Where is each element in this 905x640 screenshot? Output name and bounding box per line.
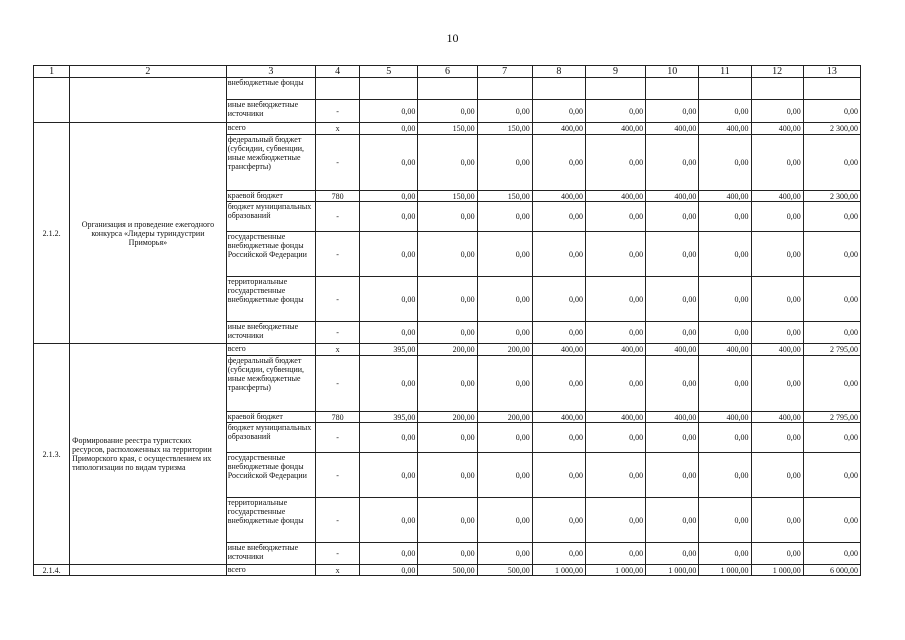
- amount-cell: 0,00: [699, 100, 751, 123]
- amount-cell: 200,00: [477, 344, 532, 356]
- funding-source: краевой бюджет: [226, 412, 315, 423]
- amount-cell: 0,00: [803, 543, 860, 565]
- funding-source: государственные внебюджетные фонды Российской Федерации: [226, 453, 315, 498]
- amount-cell: 0,00: [532, 232, 585, 277]
- amount-cell: 0,00: [751, 453, 803, 498]
- budget-code: х: [316, 565, 360, 576]
- amount-cell: 400,00: [646, 412, 699, 423]
- amount-cell: 0,00: [532, 100, 585, 123]
- amount-cell: 0,00: [751, 135, 803, 191]
- amount-cell: 6 000,00: [803, 565, 860, 576]
- amount-cell: 400,00: [699, 412, 751, 423]
- funding-source: иные внебюджетные источники: [226, 100, 315, 123]
- amount-cell: 400,00: [532, 191, 585, 202]
- amount-cell: 400,00: [646, 191, 699, 202]
- amount-cell: 0,00: [532, 423, 585, 453]
- amount-cell: 0,00: [360, 322, 418, 344]
- amount-cell: 0,00: [477, 277, 532, 322]
- budget-code: -: [316, 453, 360, 498]
- amount-cell: 0,00: [360, 100, 418, 123]
- funding-source: территориальные государственные внебюджетные фонды: [226, 498, 315, 543]
- item-title: Формирование реестра туристских ресурсов, расположенных на территории Приморского края, с осуществлением их типологизации по видам туризма: [70, 344, 227, 565]
- amount-cell: 400,00: [699, 123, 751, 135]
- amount-cell: 0,00: [585, 135, 645, 191]
- budget-code: -: [316, 543, 360, 565]
- funding-source: всего: [226, 344, 315, 356]
- amount-cell: 1 000,00: [751, 565, 803, 576]
- budget-code: -: [316, 356, 360, 412]
- amount-cell: [360, 78, 418, 100]
- amount-cell: 400,00: [585, 344, 645, 356]
- amount-cell: 0,00: [646, 453, 699, 498]
- header-cell: 9: [585, 66, 645, 78]
- amount-cell: 0,00: [646, 202, 699, 232]
- amount-cell: 0,00: [360, 232, 418, 277]
- amount-cell: 0,00: [477, 423, 532, 453]
- amount-cell: 2 300,00: [803, 191, 860, 202]
- funding-source: иные внебюджетные источники: [226, 322, 315, 344]
- amount-cell: 0,00: [477, 202, 532, 232]
- amount-cell: 2 300,00: [803, 123, 860, 135]
- amount-cell: 0,00: [532, 322, 585, 344]
- amount-cell: 0,00: [585, 277, 645, 322]
- amount-cell: 0,00: [360, 423, 418, 453]
- amount-cell: 0,00: [418, 543, 477, 565]
- amount-cell: 200,00: [477, 412, 532, 423]
- amount-cell: 0,00: [585, 498, 645, 543]
- amount-cell: 0,00: [751, 356, 803, 412]
- amount-cell: 0,00: [699, 356, 751, 412]
- amount-cell: 0,00: [803, 423, 860, 453]
- amount-cell: 0,00: [532, 498, 585, 543]
- amount-cell: 400,00: [646, 344, 699, 356]
- amount-cell: 0,00: [418, 232, 477, 277]
- amount-cell: 0,00: [646, 543, 699, 565]
- amount-cell: 1 000,00: [532, 565, 585, 576]
- amount-cell: 0,00: [477, 453, 532, 498]
- header-cell: 1: [34, 66, 70, 78]
- funding-source: всего: [226, 565, 315, 576]
- funding-source: всего: [226, 123, 315, 135]
- amount-cell: 150,00: [418, 191, 477, 202]
- amount-cell: 0,00: [532, 135, 585, 191]
- budget-code: -: [316, 277, 360, 322]
- amount-cell: 0,00: [360, 498, 418, 543]
- amount-cell: 0,00: [803, 356, 860, 412]
- amount-cell: 0,00: [751, 322, 803, 344]
- amount-cell: 1 000,00: [646, 565, 699, 576]
- amount-cell: 200,00: [418, 412, 477, 423]
- amount-cell: 0,00: [532, 277, 585, 322]
- amount-cell: 0,00: [803, 498, 860, 543]
- header-cell: 8: [532, 66, 585, 78]
- amount-cell: 0,00: [699, 543, 751, 565]
- amount-cell: 0,00: [360, 202, 418, 232]
- item-code: 2.1.3.: [34, 344, 70, 565]
- amount-cell: 0,00: [699, 202, 751, 232]
- amount-cell: 0,00: [699, 423, 751, 453]
- amount-cell: 400,00: [699, 344, 751, 356]
- amount-cell: 0,00: [646, 498, 699, 543]
- amount-cell: 0,00: [751, 202, 803, 232]
- budget-table: [33, 65, 861, 576]
- budget-code: -: [316, 135, 360, 191]
- amount-cell: 0,00: [418, 202, 477, 232]
- budget-code: -: [316, 202, 360, 232]
- header-cell: 4: [316, 66, 360, 78]
- header-cell: 13: [803, 66, 860, 78]
- amount-cell: [585, 78, 645, 100]
- amount-cell: 400,00: [532, 344, 585, 356]
- amount-cell: 0,00: [360, 543, 418, 565]
- header-cell: 11: [699, 66, 751, 78]
- header-cell: 7: [477, 66, 532, 78]
- funding-source: краевой бюджет: [226, 191, 315, 202]
- amount-cell: 0,00: [646, 232, 699, 277]
- amount-cell: 0,00: [646, 135, 699, 191]
- budget-code: -: [316, 423, 360, 453]
- amount-cell: 0,00: [360, 191, 418, 202]
- amount-cell: 0,00: [585, 202, 645, 232]
- table-row: [34, 78, 861, 100]
- amount-cell: 400,00: [585, 191, 645, 202]
- header-cell: 3: [226, 66, 315, 78]
- amount-cell: 0,00: [418, 453, 477, 498]
- amount-cell: [751, 78, 803, 100]
- amount-cell: 400,00: [751, 191, 803, 202]
- amount-cell: 0,00: [418, 322, 477, 344]
- item-title: Организация и проведение ежегодного конкурса «Лидеры туриндустрии Приморья»: [70, 123, 227, 344]
- budget-code: 780: [316, 412, 360, 423]
- amount-cell: 0,00: [477, 356, 532, 412]
- header-cell: 12: [751, 66, 803, 78]
- amount-cell: 0,00: [803, 232, 860, 277]
- table-row: [34, 344, 861, 356]
- budget-code: 780: [316, 191, 360, 202]
- amount-cell: 0,00: [585, 356, 645, 412]
- amount-cell: 0,00: [360, 565, 418, 576]
- amount-cell: 400,00: [751, 344, 803, 356]
- amount-cell: 400,00: [585, 123, 645, 135]
- amount-cell: 2 795,00: [803, 344, 860, 356]
- amount-cell: 0,00: [585, 100, 645, 123]
- amount-cell: 400,00: [532, 412, 585, 423]
- amount-cell: 0,00: [477, 135, 532, 191]
- amount-cell: 150,00: [477, 123, 532, 135]
- amount-cell: 0,00: [751, 232, 803, 277]
- amount-cell: 400,00: [699, 191, 751, 202]
- amount-cell: 0,00: [646, 100, 699, 123]
- amount-cell: 0,00: [532, 356, 585, 412]
- amount-cell: 400,00: [751, 412, 803, 423]
- amount-cell: [803, 78, 860, 100]
- amount-cell: 0,00: [699, 135, 751, 191]
- amount-cell: 0,00: [585, 322, 645, 344]
- funding-source: государственные внебюджетные фонды Российской Федерации: [226, 232, 315, 277]
- amount-cell: 1 000,00: [585, 565, 645, 576]
- amount-cell: 0,00: [585, 453, 645, 498]
- funding-source: внебюджетные фонды: [226, 78, 315, 100]
- amount-cell: 0,00: [418, 498, 477, 543]
- amount-cell: 0,00: [699, 453, 751, 498]
- amount-cell: [418, 78, 477, 100]
- amount-cell: 0,00: [532, 202, 585, 232]
- amount-cell: 0,00: [646, 423, 699, 453]
- funding-source: бюджет муниципальных образований: [226, 202, 315, 232]
- budget-code: -: [316, 498, 360, 543]
- header-row: [34, 66, 861, 78]
- amount-cell: 0,00: [418, 356, 477, 412]
- amount-cell: [646, 78, 699, 100]
- amount-cell: 1 000,00: [699, 565, 751, 576]
- budget-code: х: [316, 344, 360, 356]
- amount-cell: 0,00: [751, 498, 803, 543]
- budget-code: -: [316, 322, 360, 344]
- amount-cell: 0,00: [699, 232, 751, 277]
- budget-code: -: [316, 100, 360, 123]
- amount-cell: 0,00: [646, 322, 699, 344]
- amount-cell: 0,00: [646, 277, 699, 322]
- amount-cell: 395,00: [360, 412, 418, 423]
- amount-cell: [699, 78, 751, 100]
- amount-cell: 0,00: [418, 423, 477, 453]
- amount-cell: 0,00: [532, 543, 585, 565]
- item-title: [70, 78, 227, 123]
- amount-cell: 150,00: [418, 123, 477, 135]
- amount-cell: 395,00: [360, 344, 418, 356]
- amount-cell: 0,00: [803, 322, 860, 344]
- funding-source: бюджет муниципальных образований: [226, 423, 315, 453]
- amount-cell: 0,00: [360, 123, 418, 135]
- amount-cell: 400,00: [646, 123, 699, 135]
- amount-cell: 0,00: [646, 356, 699, 412]
- table-row: [34, 123, 861, 135]
- amount-cell: 0,00: [803, 277, 860, 322]
- funding-source: федеральный бюджет (субсидии, субвенции, иные межбюджетные трансферты): [226, 356, 315, 412]
- item-code: [34, 78, 70, 123]
- amount-cell: 0,00: [751, 543, 803, 565]
- amount-cell: 200,00: [418, 344, 477, 356]
- item-code: 2.1.2.: [34, 123, 70, 344]
- amount-cell: 0,00: [477, 543, 532, 565]
- header-cell: 6: [418, 66, 477, 78]
- amount-cell: 0,00: [803, 453, 860, 498]
- amount-cell: 0,00: [477, 498, 532, 543]
- header-cell: 5: [360, 66, 418, 78]
- amount-cell: 0,00: [751, 100, 803, 123]
- amount-cell: 500,00: [418, 565, 477, 576]
- amount-cell: 0,00: [418, 100, 477, 123]
- amount-cell: 400,00: [751, 123, 803, 135]
- amount-cell: 0,00: [699, 498, 751, 543]
- budget-code: х: [316, 123, 360, 135]
- amount-cell: 0,00: [585, 543, 645, 565]
- budget-code: -: [316, 232, 360, 277]
- header-cell: 10: [646, 66, 699, 78]
- budget-code: [316, 78, 360, 100]
- amount-cell: 0,00: [418, 135, 477, 191]
- amount-cell: 0,00: [532, 453, 585, 498]
- amount-cell: 0,00: [360, 356, 418, 412]
- amount-cell: 0,00: [803, 135, 860, 191]
- amount-cell: 0,00: [477, 232, 532, 277]
- header-cell: 2: [70, 66, 227, 78]
- funding-source: федеральный бюджет (субсидии, субвенции, иные межбюджетные трансферты): [226, 135, 315, 191]
- amount-cell: 0,00: [418, 277, 477, 322]
- funding-source: территориальные государственные внебюджетные фонды: [226, 277, 315, 322]
- amount-cell: 0,00: [360, 135, 418, 191]
- amount-cell: 150,00: [477, 191, 532, 202]
- amount-cell: 0,00: [803, 202, 860, 232]
- amount-cell: [477, 78, 532, 100]
- table-row: [34, 565, 861, 576]
- amount-cell: 0,00: [585, 232, 645, 277]
- amount-cell: 0,00: [477, 322, 532, 344]
- amount-cell: 0,00: [360, 453, 418, 498]
- amount-cell: 0,00: [751, 277, 803, 322]
- amount-cell: 400,00: [532, 123, 585, 135]
- amount-cell: 0,00: [751, 423, 803, 453]
- amount-cell: 0,00: [699, 322, 751, 344]
- item-code: 2.1.4.: [34, 565, 70, 576]
- amount-cell: 2 795,00: [803, 412, 860, 423]
- funding-source: иные внебюджетные источники: [226, 543, 315, 565]
- amount-cell: 0,00: [699, 277, 751, 322]
- amount-cell: 0,00: [477, 100, 532, 123]
- amount-cell: 0,00: [585, 423, 645, 453]
- amount-cell: 0,00: [360, 277, 418, 322]
- page-number: 10: [446, 31, 459, 45]
- amount-cell: [532, 78, 585, 100]
- amount-cell: 0,00: [803, 100, 860, 123]
- amount-cell: 400,00: [585, 412, 645, 423]
- amount-cell: 500,00: [477, 565, 532, 576]
- item-title: [70, 565, 227, 576]
